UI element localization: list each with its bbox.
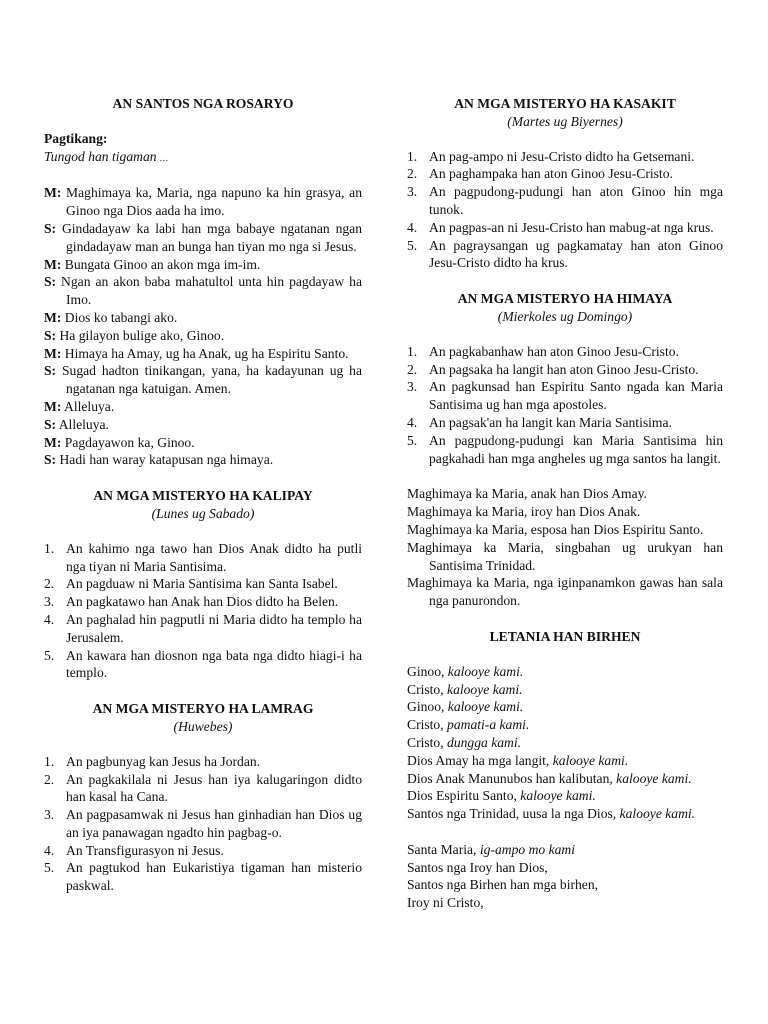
list-item: 1. An pagbunyag kan Jesus ha Jordan. xyxy=(44,753,261,769)
kasakit-days: (Martes ug Biyernes) xyxy=(507,113,623,129)
list-item: 2. An pagsaka ha langit han aton Ginoo Jesu-Cristo. xyxy=(407,361,699,377)
list-item: 2. An pagkakilala ni Jesus han iya kalugaringon didto han kasal ha Cana. xyxy=(44,771,362,805)
litany-line: Santos nga Trinidad, uusa la nga Dios, kalooye kami. xyxy=(407,806,696,822)
lamrag-title: AN MGA MISTERYO HA LAMRAG xyxy=(92,701,314,717)
litany-block-2 xyxy=(407,841,723,912)
right-column xyxy=(407,95,723,912)
list-item: 5. An pagpudong-pudungi kan Maria Santisima hin pagkahadi han mga angheles ug mga santos ha langit. xyxy=(407,432,723,466)
rosary-title: AN SANTOS NGA ROSARYO xyxy=(112,96,294,111)
list-item: 2. An pagduaw ni Maria Santisima kan Santa Isabel. xyxy=(44,576,338,592)
litany-line: Iroy ni Cristo, xyxy=(407,895,484,911)
litany-line: Cristo, dungga kami. xyxy=(407,734,522,750)
prayer-line: M: Bungata Ginoo an akon mga im-im. xyxy=(44,256,261,272)
prayer-line: M: Himaya ha Amay, ug ha Anak, ug ha Espiritu Santo. xyxy=(44,345,349,361)
litany-line: Santos nga Birhen han mga birhen, xyxy=(407,877,599,893)
list-item: 2. An paghampaka han aton Ginoo Jesu-Cristo. xyxy=(407,166,673,182)
lamrag-days: (Huwebes) xyxy=(173,718,233,734)
himaya-title: AN MGA MISTERYO HA HIMAYA xyxy=(457,291,673,307)
opening-prayers xyxy=(44,184,362,469)
list-item: 4. An Transfigurasyon ni Jesus. xyxy=(44,842,224,858)
litany-line: Ginoo, kalooye kami. xyxy=(407,699,524,715)
praise-line: Maghimaya ka Maria, singbahan ug urukyan han Santisima Trinidad. xyxy=(407,539,723,573)
opening-label: Pagtikang: xyxy=(44,130,108,146)
lamrag-list xyxy=(44,753,362,895)
prayer-line: S: Hadi han waray katapusan nga himaya. xyxy=(44,452,274,468)
list-item: 1. An kahimo nga tawo han Dios Anak didto ha putli nga tiyan ni Maria Santisima. xyxy=(44,540,362,574)
prayer-line: M: Maghimaya ka, Maria, nga napuno ka hin grasya, an Ginoo nga Dios aada ha imo. xyxy=(44,185,362,219)
kalipay-title: AN MGA MISTERYO HA KALIPAY xyxy=(93,488,313,504)
left-column xyxy=(44,95,362,895)
litany-block xyxy=(407,663,723,823)
litany-line: Dios Anak Manunubos han kalibutan, kalooye kami. xyxy=(407,770,692,786)
praise-line: Maghimaya ka Maria, iroy han Dios Anak. xyxy=(407,504,641,520)
praises-block xyxy=(407,485,723,610)
himaya-list xyxy=(407,343,723,468)
litany-title: LETANIA HAN BIRHEN xyxy=(489,628,641,644)
list-item: 3. An pagpasamwak ni Jesus han ginhadian han Dios ug an iya panawagan ngadto hin pagbag-o. xyxy=(44,807,362,840)
list-item: 3. An pagkatawo han Anak han Dios didto ha Belen. xyxy=(44,594,339,610)
kalipay-days: (Lunes ug Sabado) xyxy=(151,505,255,521)
praise-line: Maghimaya ka Maria, anak han Dios Amay. xyxy=(407,486,647,502)
list-item: 1. An pag-ampo ni Jesu-Cristo didto ha Getsemani. xyxy=(407,148,695,164)
list-item: 4. An pagpas-an ni Jesu-Cristo han mabug-at nga krus. xyxy=(407,219,714,235)
litany-line: Santa Maria, ig-ampo mo kami xyxy=(407,841,576,857)
prayer-line: S: Ha gilayon bulige ako, Ginoo. xyxy=(44,327,225,343)
list-item: 1. An pagkabanhaw han aton Ginoo Jesu-Cristo. xyxy=(407,343,679,359)
list-item: 5. An pagraysangan ug pagkamatay han aton Ginoo Jesu-Cristo didto ha krus. xyxy=(407,237,723,271)
litany-line: Ginoo, kalooye kami. xyxy=(407,663,524,679)
prayer-line: S: Alleluya. xyxy=(44,416,109,432)
list-item: 4. An pagsak'an ha langit kan Maria Santisima. xyxy=(407,414,672,430)
litany-line: Cristo, kalooye kami. xyxy=(407,681,523,697)
prayer-line: S: Sugad hadton tinikangan, yana, ha kadayunan ug ha ngatanan nga katuigan. Amen. xyxy=(44,363,362,397)
litany-line: Dios Espiritu Santo, kalooye kami. xyxy=(407,788,596,804)
himaya-days: (Mierkoles ug Domingo) xyxy=(497,308,633,324)
prayer-line: M: Dios ko tabangi ako. xyxy=(44,309,178,325)
list-item: 4. An paghalad hin pagputli ni Maria didto ha templo ha Jerusalem. xyxy=(44,611,362,645)
litany-line: Dios Amay ha mga langit, kalooye kami. xyxy=(407,752,629,768)
praise-line: Maghimaya ka Maria, esposa han Dios Espiritu Santo. xyxy=(407,521,704,537)
praise-line: Maghimaya ka Maria, nga iginpanamkon gawas han sala nga panurondon. xyxy=(407,575,723,609)
litany-line: Santos nga Iroy han Dios, xyxy=(407,859,548,875)
list-item: 5. An pagtukod han Eukaristiya tigaman han misterio paskwal. xyxy=(44,860,362,894)
litany-line: Cristo, pamati-a kami. xyxy=(407,717,530,733)
list-item: 3. An pagkunsad han Espiritu Santo ngada kan Maria Santisima ug han mga apostoles. xyxy=(407,379,723,413)
list-item: 5. An kawara han diosnon nga bata nga didto hiagi-i ha templo. xyxy=(44,647,362,681)
kasakit-title: AN MGA MISTERYO HA KASAKIT xyxy=(454,96,676,111)
prayer-line: M: Alleluya. xyxy=(44,398,115,414)
prayer-line: S: Ngan an akon baba mahatultol unta hin pagdayaw ha Imo. xyxy=(44,274,362,308)
prayer-line: S: Gindadayaw ka labi han mga babaye ngatanan ngan gindadayaw man an bunga han tiyan mo nga si Jesus. xyxy=(44,220,362,254)
list-item: 3. An pagpudong-pudungi han aton Ginoo hin mga tunok. xyxy=(407,184,723,217)
kasakit-list xyxy=(407,148,723,273)
kalipay-list xyxy=(44,540,362,682)
prayer-line: M: Pagdayawon ka, Ginoo. xyxy=(44,434,195,450)
opening-note: Tungod han tigaman … xyxy=(44,148,168,164)
